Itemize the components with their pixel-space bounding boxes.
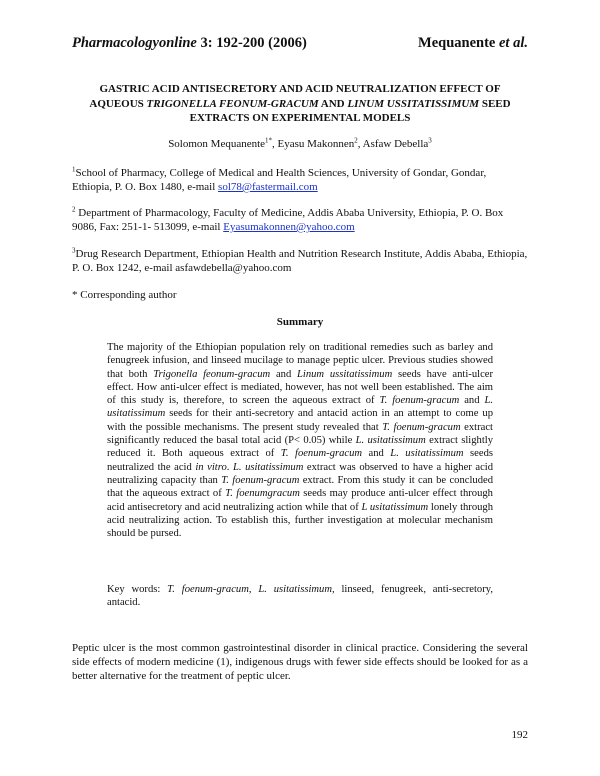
author-sup: 1* (265, 136, 273, 145)
title-line-2 (72, 97, 528, 112)
journal-volume: 3: 192-200 (2006) (200, 35, 307, 51)
introduction-paragraph: Peptic ulcer is the most common gastrointestinal disorder in clinical practice. Considering the several side effects of modern medicine (1), indigenous drugs with fewer side effects should be looked for as a better alternative for the treatment of peptic ulcer. (72, 642, 528, 682)
text-run: extract slightly reduced it. Both aqueous extract of (107, 435, 494, 460)
species-name: in vitro (195, 461, 227, 473)
species-name: Trigonella feonum-gracum (153, 368, 271, 380)
paper-title (72, 82, 528, 126)
title-line-1: GASTRIC ACID ANTISECRETORY AND ACID NEUTRALIZATION EFFECT OF (99, 83, 501, 95)
summary-heading: Summary (276, 316, 324, 328)
text-run: The majority of the Ethiopian population rely on traditional remedies such as barley and fenugreek infusion, and linseed mucilage to manage peptic ulcer. Previous studies showed that both (107, 342, 493, 380)
title-part: SEED (479, 97, 511, 110)
author-running-head (418, 35, 528, 52)
affiliation-sup: 2 (72, 205, 76, 214)
journal-citation (72, 35, 307, 52)
species-name: T. foenum-gracum (382, 421, 461, 433)
text-run: extract. From this study it can be concluded that the aqueous extract of (107, 474, 493, 500)
keywords (107, 583, 493, 610)
affiliation-text: Drug Research Department, Ethiopian Health and Nutrition Research Institute, Addis Ababa, Ethiopia, P. O. Box 1242, e-mail asfawdebella@yahoo.com (72, 248, 528, 274)
text-run: extract was observed to have a higher acid neutralizing capacity than (107, 461, 494, 486)
title-species-2: LINUM USSITATISSIMUM (347, 97, 480, 110)
species-name: L. usitatissimum, (258, 584, 335, 595)
species-name: T. foenum-gracum (167, 584, 249, 595)
species-name: L. usitatissimum (107, 395, 494, 420)
species-name: T. foenum-gracum (221, 474, 300, 486)
text-run: seeds have anti-ulcer effect. How anti-ulcer effect is mediated, however, has not well been established. The aim of this study is, therefore, to screen the aqueous extract of (107, 368, 493, 407)
affiliation-2 (72, 206, 528, 234)
text-run: lonely through acid neutralizing action. To establish this, further investigation at molecular mechanism should be pursed. (107, 501, 494, 540)
text-run: Key words: (107, 584, 168, 595)
email-link[interactable]: sol78@fastermail.com (218, 181, 318, 193)
title-part: AQUEOUS (89, 97, 147, 110)
text-run: seeds may produce anti-ulcer effect through acid antisecretory and acid neutralizing action while that of (107, 488, 493, 513)
species-name: T. foenum-gracum (280, 448, 363, 460)
author-suffix: et al. (499, 35, 528, 51)
title-part: AND (318, 97, 348, 110)
email-link[interactable]: Eyasumakonnen@yahoo.com (223, 221, 355, 233)
author-name: , Eyasu Makonnen (272, 138, 355, 150)
text-run: seeds for their anti-secretory and antacid action in an attempt to come up with the possible mechanisms. The present study revealed that (107, 408, 493, 433)
affiliation-text: Department of Pharmacology, Faculty of Medicine, Addis Ababa University, Ethiopia, P. O. Box 9086, Fax: 251-1- 513099, e-mail (72, 207, 504, 233)
abstract-text (107, 341, 493, 540)
author-name: Solomon Mequanente (168, 138, 266, 150)
text-run: and (270, 368, 297, 380)
species-name: L. usitatissimum (232, 461, 304, 473)
title-line-3: EXTRACTS ON EXPERIMENTAL MODELS (189, 112, 411, 124)
species-name: T. foenum-gracum (379, 395, 460, 407)
text-run: extract significantly reduced the basal total acid (P< 0.05) while (107, 421, 493, 447)
corresponding-author-note: * Corresponding author (72, 289, 177, 301)
text-run: and (459, 395, 485, 407)
author-name: , Asfaw Debella (357, 138, 429, 150)
species-name: Linum ussitatissimum (297, 368, 393, 380)
text-run: , (248, 584, 259, 595)
species-name: T. foenumgracum (225, 488, 300, 500)
author-sup: 2 (354, 136, 358, 145)
species-name: L. usitatissimum (390, 448, 464, 460)
affiliation-text: School of Pharmacy, College of Medical and Health Sciences, University of Gondar, Gondar, Ethiopia, P. O. Box 1480, e-mail (72, 167, 487, 193)
text-run: and (362, 448, 391, 460)
page-number: 192 (511, 729, 528, 741)
text-run: linseed, fenugreek, anti-secretory, antacid. (107, 584, 493, 609)
affiliation-3 (72, 247, 528, 275)
author-short: Mequanente (418, 35, 496, 51)
species-name: L. usitatissimum (355, 435, 426, 447)
author-sup: 3 (428, 136, 432, 145)
title-species-1: TRIGONELLA FEONUM-GRACUM (146, 97, 319, 110)
journal-name: Pharmacologyonline (72, 35, 197, 51)
species-name: L usitatissimum (361, 501, 429, 513)
affiliation-1 (72, 166, 528, 194)
running-head (72, 35, 528, 52)
author-list (72, 138, 528, 150)
text-run: . (226, 461, 233, 473)
affiliation-sup: 1 (72, 165, 76, 174)
text-run: seeds neutralized the acid (107, 448, 493, 473)
affiliation-sup: 3 (72, 246, 76, 255)
